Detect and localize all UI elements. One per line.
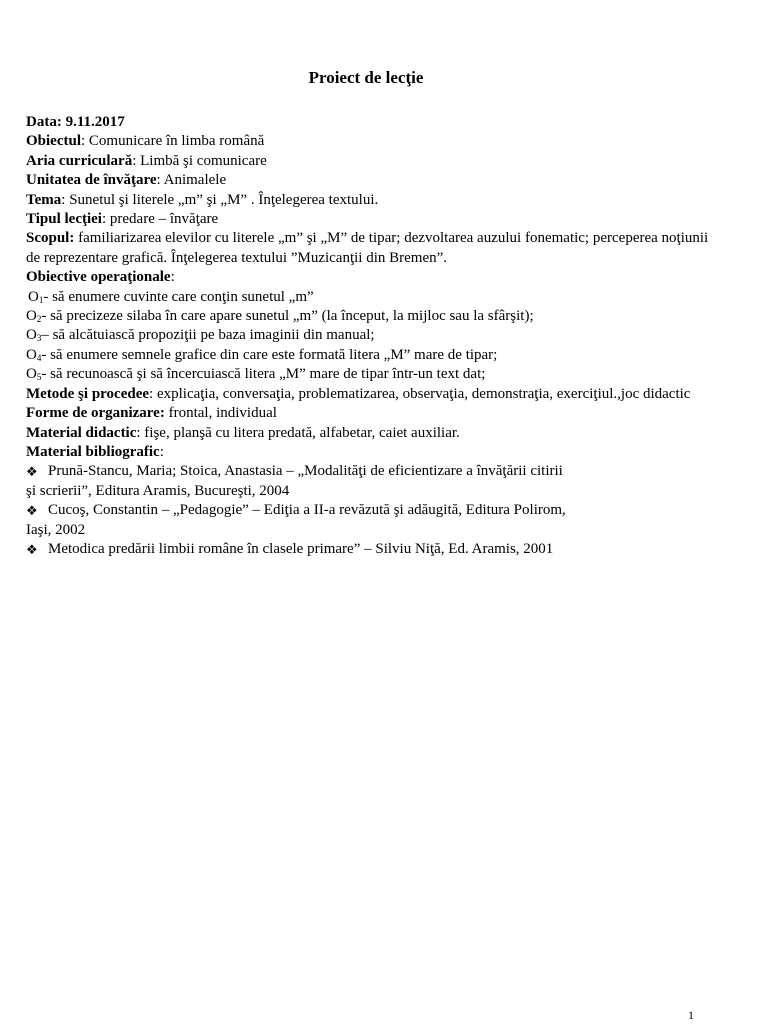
teaching-material-line: Material didactic: fişe, planşă cu litera predată, alfabetar, caiet auxiliar. — [26, 424, 460, 441]
objectives-heading: Obiective operaţionale: — [26, 269, 175, 286]
document-body — [26, 113, 726, 559]
objective-item: $O_5-$ să recunoască şi să încercuiască litera „M” mare de tipar într-un text dat; — [26, 366, 486, 383]
organization-forms-line: Forme de organizare: frontal, individual — [26, 405, 277, 422]
learning-unit-line: Unitatea de învăţare: Animalele — [26, 172, 227, 189]
bibliography-item-continuation: Iaşi, 2002 — [26, 521, 86, 538]
date-line: Data: 9.11.2017 — [26, 114, 125, 130]
diamond-bullet-icon: ❖ — [26, 503, 38, 519]
bibliography-item: ❖ Prună-Stancu, Maria; Stoica, Anastasia – „Modalităţi de eficientizare a învăţării citirii — [26, 462, 726, 481]
diamond-bullet-icon: ❖ — [26, 541, 38, 557]
objective-item: $O_3-$ să alcătuiască propoziţii pe baza imaginii din manual; — [26, 327, 375, 344]
bibliography-item: ❖ Cucoş, Constantin – „Pedagogie” – Ediţia a II-a revăzută şi adăugită, Editura Polirom, — [26, 501, 726, 520]
theme-line: Tema: Sunetul şi literele „m” şi „M” . Înţelegerea textului. — [26, 191, 379, 208]
purpose-paragraph: Scopul: familiarizarea elevilor cu literele „m” şi „M” de tipar; dezvoltarea auzului fonematic; perceperea noţiunii de reprezentare grafică. Înţelegerea textului ”Muzicanţii din Bremen”. — [26, 230, 709, 266]
objective-item: $O_1-$ să enumere cuvinte care conţin sunetul „m” — [28, 288, 314, 305]
page-number: 1 — [688, 1008, 694, 1022]
objective-item: $O_4-$ să enumere semnele grafice din care este formată litera „M” mare de tipar; — [26, 346, 498, 363]
objective-item: $O_2-$ să precizeze silaba în care apare sunetul „m” (la început, la mijloc sau la sfârşit); — [26, 308, 534, 325]
page-title: Proiect de lecţie — [308, 68, 424, 87]
bibliography-item: ❖ Metodica predării limbii române în clasele primare” – Silviu Niţă, Ed. Aramis, 2001 — [26, 540, 726, 559]
curricular-area-line: Aria curriculară: Limbă şi comunicare — [26, 152, 267, 169]
bibliography-heading: Material bibliografic: — [26, 443, 164, 460]
lesson-type-line: Tipul lecţiei: predare – învăţare — [26, 211, 219, 228]
methods-paragraph: Metode şi procedee: explicaţia, conversaţia, problematizarea, observaţia, demonstraţia, exerciţiul.,joc didactic — [26, 385, 691, 402]
diamond-bullet-icon: ❖ — [26, 464, 38, 480]
bibliography-item-continuation: şi scrierii”, Editura Aramis, Bucureşti, 2004 — [26, 482, 290, 499]
subject-line: Obiectul: Comunicare în limba română — [26, 133, 265, 150]
